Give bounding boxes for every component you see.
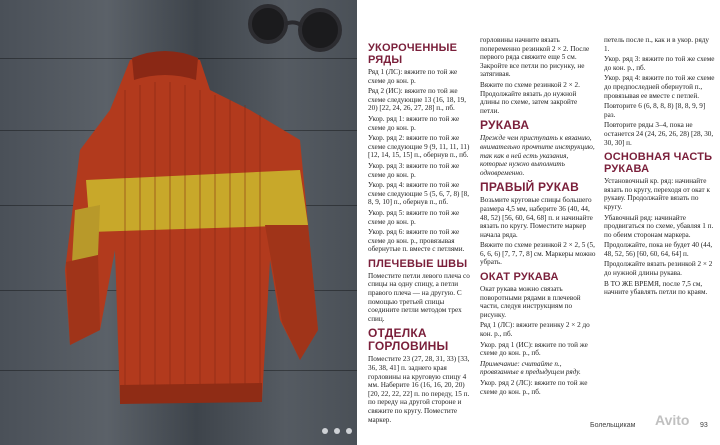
column-3 <box>604 36 716 299</box>
section-heading: ОКАТ РУКАВА <box>480 271 559 284</box>
pattern-text: петель после п., как и в укор. ряду 1. <box>604 36 709 53</box>
section-heading: ОТДЕЛКА ГОРЛОВИНЫ <box>368 326 449 354</box>
column-2 <box>480 36 596 398</box>
pattern-text: Укор. ряд 1 (ИС): вяжите по той же схеме до кон. р., пб. <box>480 340 588 358</box>
pattern-text: Ряд 1 (ЛС): вяжите резинку 2 × 2 до кон. р., пб. <box>480 321 590 339</box>
pattern-text: Укор. ряд 6: вяжите по той же схеме до кон. р., провязывая обернутые п. вместе с петлями. <box>368 228 465 254</box>
pattern-note: Прежде чем приступать к вязанию, внимательно прочтите инструкцию, так как в ней есть указания, которые нужно выполнить одновременно. <box>480 134 595 177</box>
pattern-page <box>357 0 720 445</box>
glasses-icon <box>250 6 340 50</box>
pattern-text: Продолжайте вязать резинкой 2 × 2 до нужной длины рукава. <box>604 260 713 278</box>
carousel-dot[interactable] <box>334 428 340 434</box>
carousel-dots <box>322 428 357 434</box>
page-number: 93 <box>700 422 708 429</box>
section-heading: ОСНОВНАЯ ЧАСТЬ РУКАВА <box>604 151 713 176</box>
pattern-text: Окат рукава можно связать поворотными рядами в плечевой части, следуя инструкциям по рисунку. <box>480 285 581 319</box>
pattern-text: Укор. ряд 1: вяжите по той же схеме до кон. р. <box>368 114 460 132</box>
pattern-text: Повторите ряды 3–4, пока не останется 24 (24, 26, 26, 28) [28, 30, 30, 30] п. <box>604 121 714 147</box>
pattern-text: В ТО ЖЕ ВРЕМЯ, после 7,5 см, начните убавлять петли по краям. <box>604 279 708 297</box>
pattern-text: Возьмите круговые спицы большего размера 4,5 мм, наберите 36 (40, 44, 48, 52) [56, 60, 64, 68] п. и начинайте вязать по кругу. Поместите маркер начала ряда. <box>480 196 593 239</box>
pattern-text: Укор. ряд 4: вяжите по той же схеме следующие 5 (5, 6, 7, 8) [8, 8, 9, 10] п., обернув п., пб. <box>368 181 470 207</box>
pattern-text: Вяжите по схеме резинкой 2 × 2, 5 (5, 6, 6, 6) [7, 7, 7, 8] см. Маркеры можно убрать. <box>480 241 596 267</box>
section-heading: УКОРОЧЕННЫЕ РЯДЫ <box>368 42 458 66</box>
section-heading: РУКАВА <box>480 118 530 133</box>
watermark: Avito <box>655 412 690 428</box>
sweater-illustration <box>0 0 357 445</box>
pattern-text: Продолжайте, пока не будет 40 (44, 48, 52, 56) [60, 60, 64, 64] п. <box>604 241 713 258</box>
carousel-dot[interactable] <box>322 428 328 434</box>
sweater-photo <box>0 0 357 445</box>
carousel-dot[interactable] <box>346 428 352 434</box>
pattern-text: Укор. ряд 3: вяжите по той же схеме до кон. р. <box>368 161 460 179</box>
pattern-text: Укор. ряд 3: вяжите по той же схеме до кон. р., пб. <box>604 55 715 72</box>
pattern-text: Ряд 2 (ИС): вяжите по той же схеме следующие 13 (16, 18, 19, 20) [22, 24, 26, 27, 28] п., пб. <box>368 87 467 113</box>
section-heading: ПРАВЫЙ РУКАВ <box>480 180 579 195</box>
pattern-text: Укор. ряд 5: вяжите по той же схеме до кон. р. <box>368 208 460 226</box>
pattern-text: Убавочный ряд: начинайте продвигаться по схеме, убавляя 1 п. по обеим сторонам маркера. <box>604 213 714 239</box>
page-footer-label: Болельщикам <box>590 422 636 429</box>
pattern-text: Вяжите по схеме резинкой 2 × 2. Продолжайте вязать до нужной длины по схеме, затем закройте петли. <box>480 80 580 115</box>
pattern-text: Укор. ряд 4: вяжите по той же схеме до предпоследней обернутой п., провязывая ее вместе с петлей. <box>604 74 715 100</box>
pattern-note: Примечание: считайте п., провязанные в предыдущем ряду. <box>480 359 581 377</box>
pattern-text: Поместите 23 (27, 28, 31, 33) [33, 36, 38, 41] п. заднего края горловины на круговую спицу 4 мм. Наберите 16 (16, 16, 20, 20) [20, 22, 22, 22] п. по переду, 15 п. по переду на другой стороне и свяжите по кругу. Поместите маркер. <box>368 355 470 424</box>
section-heading: ПЛЕЧЕВЫЕ ШВЫ <box>368 257 468 270</box>
pattern-text: Повторите 6 (6, 8, 8, 8) [8, 8, 9, 9] раз. <box>604 102 706 119</box>
pattern-text: Поместите петли левого плеча со спицы на одну спицу, а петли правого плеча — на другую. С помощью третьей спицы соедините петли методом трех спиц. <box>368 271 470 323</box>
pattern-text: Установочный кр. ряд: начинайте вязать по кругу, переходя от окат к рукаву. Продолжайте вязать по кругу. <box>604 177 710 211</box>
pattern-text: горловины начните вязать попеременно резинкой 2 × 2. После первого ряда свяжите еще 5 см. Закройте все петли по рисунку, не затягивая. <box>480 36 590 79</box>
pattern-text: Укор. ряд 2 (ЛС): вяжите по той же схеме до кон. р., пб. <box>480 379 588 396</box>
pattern-text: Укор. ряд 2: вяжите по той же схеме следующие 9 (9, 11, 11, 11) [12, 14, 15, 15] п., обернув п., пб. <box>368 134 470 160</box>
column-1 <box>368 38 472 426</box>
pattern-text: Ряд 1 (ЛС): вяжите по той же схеме до кон. р. <box>368 68 458 85</box>
